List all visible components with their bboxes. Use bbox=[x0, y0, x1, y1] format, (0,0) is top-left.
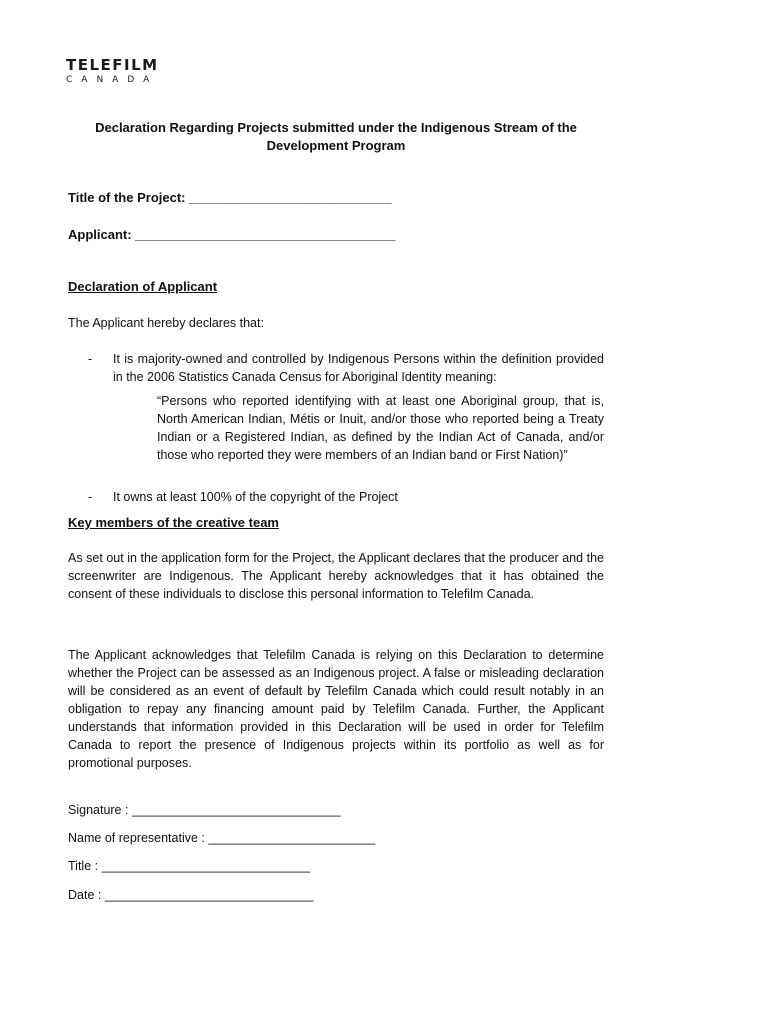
logo-wordmark-bottom: CANADA bbox=[66, 75, 159, 85]
bullet-item-ownership bbox=[88, 350, 604, 386]
bullet-dash: - bbox=[88, 352, 93, 366]
key-members-paragraph: As set out in the application form for the Project, the Applicant declares that the producer and the screenwriter are Indigenous. The Applicant hereby acknowledges that it has obtained the consent of these individuals to disclose this personal information to Telefilm Canada. bbox=[68, 551, 604, 601]
bullet-dash: - bbox=[88, 490, 93, 504]
date-line: Date : ______________________________ bbox=[68, 888, 314, 902]
representative-name-line: Name of representative : ________________________ bbox=[68, 831, 376, 845]
title-line: Title : ______________________________ bbox=[68, 859, 311, 873]
bullet-text: It is majority-owned and controlled by Indigenous Persons within the definition provided in the 2006 Statistics Canada Census for Aboriginal Identity meaning: bbox=[113, 352, 604, 384]
document-title: Declaration Regarding Projects submitted under the Indigenous Stream of the Development Program bbox=[95, 120, 577, 153]
declaration-intro: The Applicant hereby declares that: bbox=[68, 316, 264, 330]
aboriginal-identity-quote: “Persons who reported identifying with at least one Aboriginal group, that is, North American Indian, Métis or Inuit, and/or those who reported being a Treaty Indian or a Registered Indian, as defined by the Indian Act of Canada, and/or those who reported they were members of an Indian band or First Nation)” bbox=[157, 394, 604, 462]
declaration-heading: Declaration of Applicant bbox=[68, 279, 218, 294]
logo-wordmark-top: TELEFILM bbox=[66, 56, 159, 74]
bullet-text: It owns at least 100% of the copyright of the Project bbox=[113, 490, 398, 504]
key-members-heading: Key members of the creative team bbox=[68, 515, 279, 530]
applicant-field: Applicant: ____________________________________ bbox=[68, 227, 396, 242]
bullet-item-copyright bbox=[88, 488, 604, 506]
telefilm-logo bbox=[66, 58, 159, 85]
signature-line: Signature : ______________________________ bbox=[68, 803, 341, 817]
reliance-paragraph: The Applicant acknowledges that Telefilm Canada is relying on this Declaration to determine whether the Project can be assessed as an Indigenous project. A false or misleading declaration will be considered as an event of default by Telefilm Canada which could result notably in an obligation to repay any financing amount paid by Telefilm Canada. Further, the Applicant understands that information provided in this Declaration will be used in order for Telefilm Canada to report the presence of Indigenous projects within its portfolio as well as for promotional purposes. bbox=[68, 648, 604, 770]
project-title-field: Title of the Project: ____________________________ bbox=[68, 190, 392, 205]
